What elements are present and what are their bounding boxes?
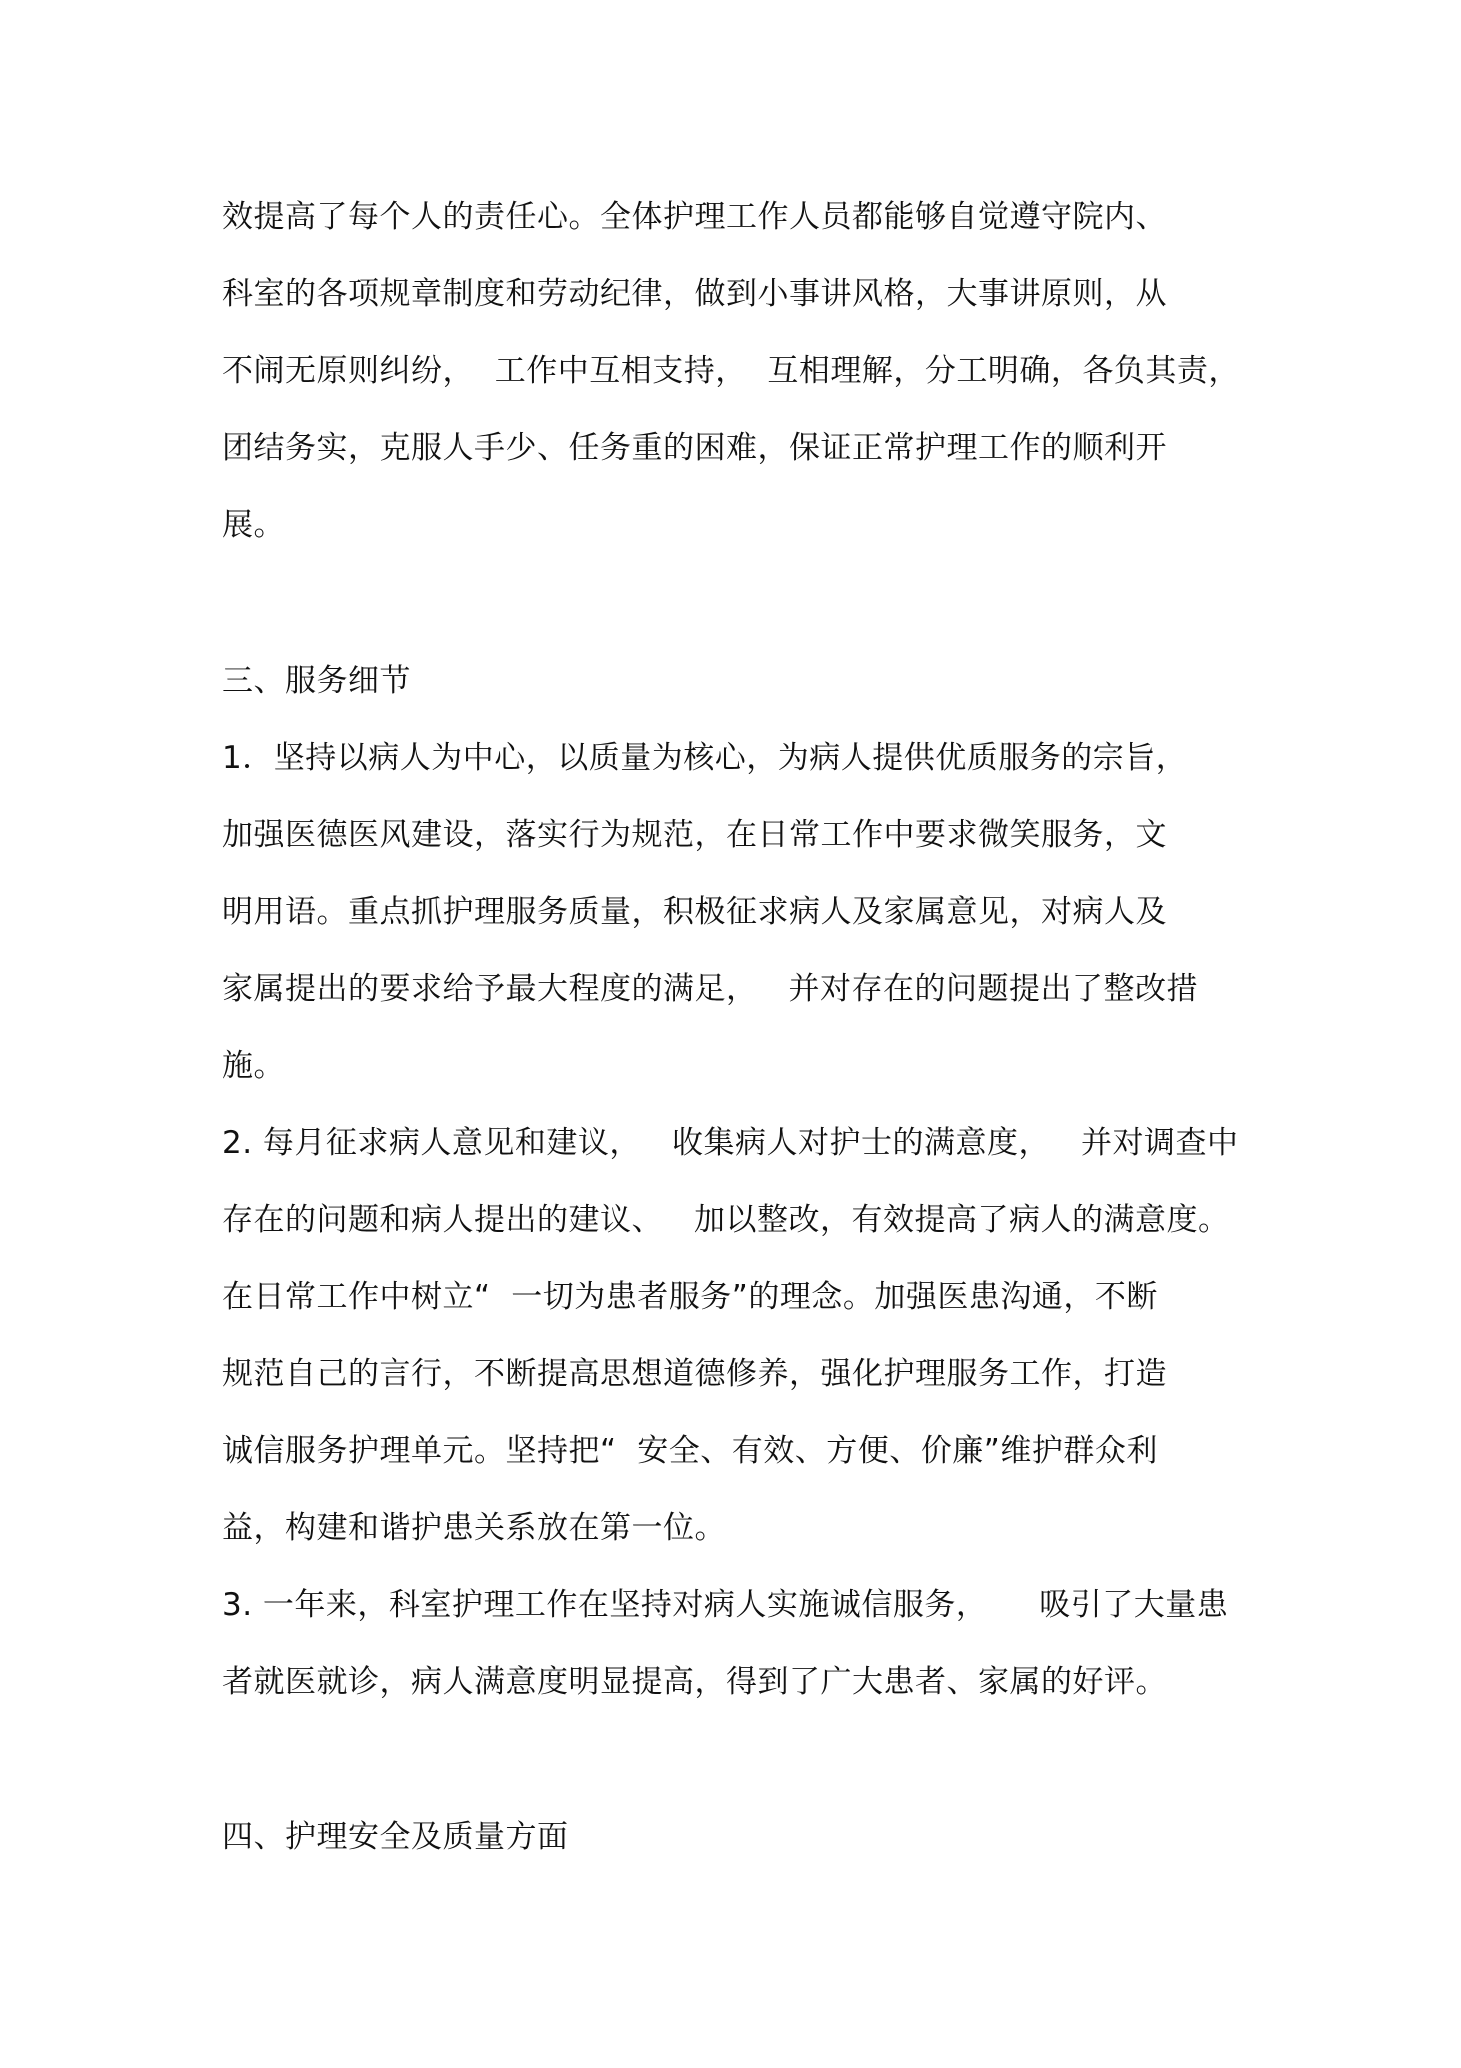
text-line: 规范自己的言行，不断提高思想道德修养，强化护理服务工作，打造 bbox=[222, 1356, 1167, 1392]
text-line: 科室的各项规章制度和劳动纪律，做到小事讲风格，大事讲原则，从 bbox=[222, 276, 1167, 312]
text-line: 2. 每月征求病人意见和建议， 收集病人对护士的满意度， 并对调查中 bbox=[222, 1125, 1239, 1161]
text-line: 明用语。重点抓护理服务质量，积极征求病人及家属意见，对病人及 bbox=[222, 894, 1167, 930]
text-line: 展。 bbox=[222, 507, 285, 543]
text-line: 效提高了每个人的责任心。全体护理工作人员都能够自觉遵守院内、 bbox=[222, 199, 1167, 235]
text-line: 家属提出的要求给予最大程度的满足， 并对存在的问题提出了整改措 bbox=[222, 971, 1199, 1007]
text-line: 施。 bbox=[222, 1048, 285, 1084]
text-line: 不闹无原则纠纷， 工作中互相支持， 互相理解，分工明确，各负其责， bbox=[222, 353, 1240, 389]
text-line: 在日常工作中树立“ 一切为患者服务”的理念。加强医患沟通，不断 bbox=[222, 1279, 1158, 1315]
text-line: 团结务实，克服人手少、任务重的困难，保证正常护理工作的顺利开 bbox=[222, 430, 1167, 466]
text-line: 1．坚持以病人为中心，以质量为核心，为病人提供优质服务的宗旨， bbox=[222, 740, 1188, 776]
section-heading: 三、服务细节 bbox=[222, 663, 411, 699]
text-line: 3. 一年来，科室护理工作在坚持对病人实施诚信服务， 吸引了大量患 bbox=[222, 1587, 1229, 1623]
text-line: 诚信服务护理单元。坚持把“ 安全、有效、方便、价廉”维护群众利 bbox=[222, 1433, 1158, 1469]
text-line: 存在的问题和病人提出的建议、 加以整改，有效提高了病人的满意度。 bbox=[222, 1202, 1230, 1238]
text-line: 加强医德医风建设，落实行为规范，在日常工作中要求微笑服务，文 bbox=[222, 817, 1167, 853]
text-line: 益，构建和谐护患关系放在第一位。 bbox=[222, 1510, 726, 1546]
text-line: 者就医就诊，病人满意度明显提高，得到了广大患者、家属的好评。 bbox=[222, 1664, 1167, 1700]
section-heading: 四、护理安全及质量方面 bbox=[222, 1819, 569, 1855]
